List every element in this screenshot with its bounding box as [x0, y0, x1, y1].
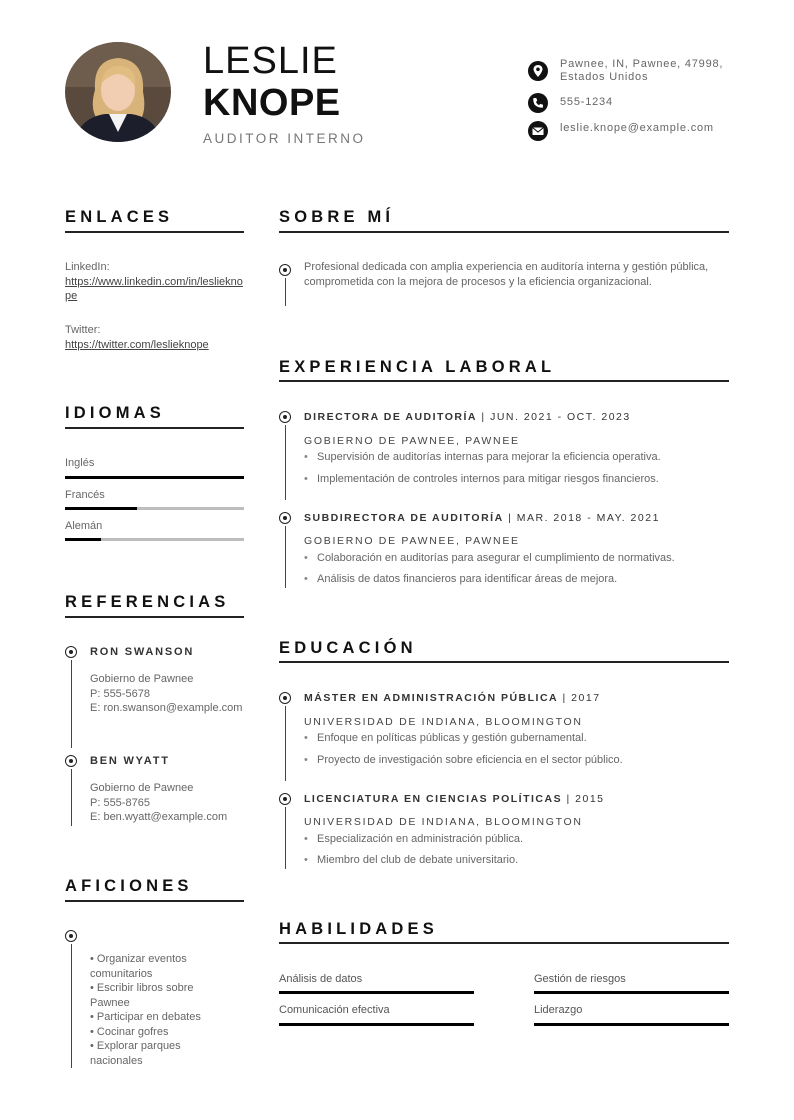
job-dates: | JUN. 2021 - OCT. 2023: [477, 411, 631, 423]
education-year: | 2017: [558, 692, 601, 704]
link-label: LinkedIn:: [65, 261, 110, 273]
linkedin-link[interactable]: https://www.linkedin.com/in/leslieknope: [65, 275, 243, 302]
language-label: Inglés: [65, 457, 95, 469]
job-bullet: • Supervisión de auditorías internas para mejorar la eficiencia operativa.: [317, 450, 661, 464]
timeline-line: [71, 660, 72, 748]
section-title-about: SOBRE MÍ: [279, 208, 395, 226]
education-degree: LICENCIATURA EN CIENCIAS POLÍTICAS: [304, 793, 563, 805]
education-bullet: • Miembro del club de debate universitario.: [317, 853, 518, 867]
timeline-line: [285, 278, 286, 306]
section-divider: [65, 231, 244, 233]
section-divider: [279, 380, 729, 382]
skill-level-bar: [534, 991, 729, 994]
timeline-dot: [279, 264, 291, 276]
reference-org: Gobierno de Pawnee: [90, 673, 194, 685]
job-title: AUDITOR INTERNO: [203, 131, 366, 146]
education-heading: [304, 691, 601, 705]
link-label: Twitter:: [65, 324, 101, 336]
reference-email: E: ron.swanson@example.com: [90, 702, 243, 714]
language-level-fill: [65, 476, 244, 479]
timeline-line: [285, 807, 286, 869]
link-item-linkedin: [65, 260, 245, 304]
education-bullet: • Proyecto de investigación sobre eficiencia en el sector público.: [317, 753, 623, 767]
language-label: Alemán: [65, 520, 103, 532]
timeline-line: [285, 706, 286, 781]
timeline-dot: [279, 512, 291, 524]
hobby-item: • Cocinar gofres: [90, 1025, 169, 1038]
skill-level-bar: [279, 1023, 474, 1026]
job-role: DIRECTORA DE AUDITORÍA: [304, 411, 478, 423]
reference-name: BEN WYATT: [90, 755, 170, 767]
first-name: LESLIE: [203, 40, 338, 82]
timeline-dot: [65, 755, 77, 767]
skill-level-fill: [534, 991, 729, 994]
contact-phone[interactable]: 555-1234: [560, 96, 613, 108]
job-role: SUBDIRECTORA DE AUDITORÍA: [304, 512, 504, 524]
timeline-dot: [279, 793, 291, 805]
reference-details: [90, 781, 244, 825]
about-text: Profesional dedicada con amplia experiencia en auditoría interna y gestión pública, comprometida con la mejora de procesos y la eficiencia organizacional.: [304, 261, 709, 288]
skill-level-bar: [279, 991, 474, 994]
reference-email: E: ben.wyatt@example.com: [90, 811, 228, 823]
reference-details: [90, 672, 244, 716]
skill-level-fill: [279, 1023, 474, 1026]
skill-label: Comunicación efectiva: [279, 1004, 390, 1016]
language-level-fill: [65, 538, 101, 541]
job-heading: [304, 511, 660, 525]
language-level-bar: [65, 538, 244, 541]
section-divider: [65, 616, 244, 618]
section-title-experience: EXPERIENCIA LABORAL: [279, 358, 556, 376]
hobby-item: • Organizar eventos comunitarios: [90, 953, 187, 980]
contact-email[interactable]: leslie.knope@example.com: [560, 122, 714, 134]
profile-photo: [65, 42, 171, 142]
section-divider: [279, 942, 729, 944]
job-dates: | MAR. 2018 - MAY. 2021: [503, 512, 660, 524]
timeline-dot: [65, 646, 77, 658]
phone-icon: [528, 93, 548, 113]
reference-name: RON SWANSON: [90, 646, 195, 658]
reference-phone: P: 555-8765: [90, 796, 150, 809]
job-bullet: • Análisis de datos financieros para identificar áreas de mejora.: [317, 572, 617, 586]
hobby-item: • Escribir libros sobre Pawnee: [90, 982, 194, 1009]
section-divider: [65, 427, 244, 429]
section-title-languages: IDIOMAS: [65, 404, 165, 422]
section-divider: [279, 661, 729, 663]
skill-level-bar: [534, 1023, 729, 1026]
skill-label: Gestión de riesgos: [534, 973, 626, 985]
email-icon: [528, 121, 548, 141]
reference-org: Gobierno de Pawnee: [90, 782, 194, 794]
timeline-line: [71, 944, 72, 1068]
skill-label: Liderazgo: [534, 1004, 583, 1016]
reference-phone: P: 555-5678: [90, 687, 150, 700]
last-name: KNOPE: [203, 82, 341, 124]
job-organization: GOBIERNO DE PAWNEE, PAWNEE: [304, 435, 520, 447]
twitter-link[interactable]: https://twitter.com/leslieknope: [65, 338, 209, 351]
education-bullet: • Enfoque en políticas públicas y gestión gubernamental.: [317, 731, 587, 745]
section-title-hobbies: AFICIONES: [65, 877, 193, 895]
section-title-education: EDUCACIÓN: [279, 639, 417, 657]
location-pin-icon: [528, 61, 548, 81]
education-degree: MÁSTER EN ADMINISTRACIÓN PÚBLICA: [304, 692, 559, 704]
timeline-line: [71, 769, 72, 826]
timeline-dot: [279, 692, 291, 704]
timeline-dot: [279, 411, 291, 423]
job-heading: [304, 410, 631, 424]
link-item-twitter: [65, 323, 245, 352]
timeline-dot: [65, 930, 77, 942]
education-school: UNIVERSIDAD DE INDIANA, BLOOMINGTON: [304, 816, 583, 828]
hobbies-list: [90, 952, 215, 1068]
hobby-item: • Explorar parques nacionales: [90, 1040, 181, 1067]
education-bullet: • Especialización en administración pública.: [317, 832, 523, 846]
section-divider: [279, 231, 729, 233]
language-level-fill: [65, 507, 137, 510]
section-title-skills: HABILIDADES: [279, 920, 438, 938]
contact-address: Pawnee, IN, Pawnee, 47998, Estados Unidos: [560, 58, 724, 83]
language-level-bar: [65, 476, 244, 479]
language-level-bar: [65, 507, 244, 510]
education-school: UNIVERSIDAD DE INDIANA, BLOOMINGTON: [304, 716, 583, 728]
job-bullet: • Colaboración en auditorías para asegurar el cumplimiento de normativas.: [317, 551, 675, 565]
skill-level-fill: [279, 991, 474, 994]
education-heading: [304, 792, 605, 806]
job-organization: GOBIERNO DE PAWNEE, PAWNEE: [304, 535, 520, 547]
section-title-references: REFERENCIAS: [65, 593, 230, 611]
job-bullet: • Implementación de controles internos para mitigar riesgos financieros.: [317, 472, 659, 486]
section-title-links: ENLACES: [65, 208, 174, 226]
skill-label: Análisis de datos: [279, 973, 363, 985]
timeline-line: [285, 526, 286, 588]
hobby-item: • Participar en debates: [90, 1011, 201, 1023]
skill-level-fill: [534, 1023, 729, 1026]
section-divider: [65, 900, 244, 902]
language-label: Francés: [65, 489, 105, 501]
education-year: | 2015: [562, 793, 605, 805]
timeline-line: [285, 425, 286, 500]
